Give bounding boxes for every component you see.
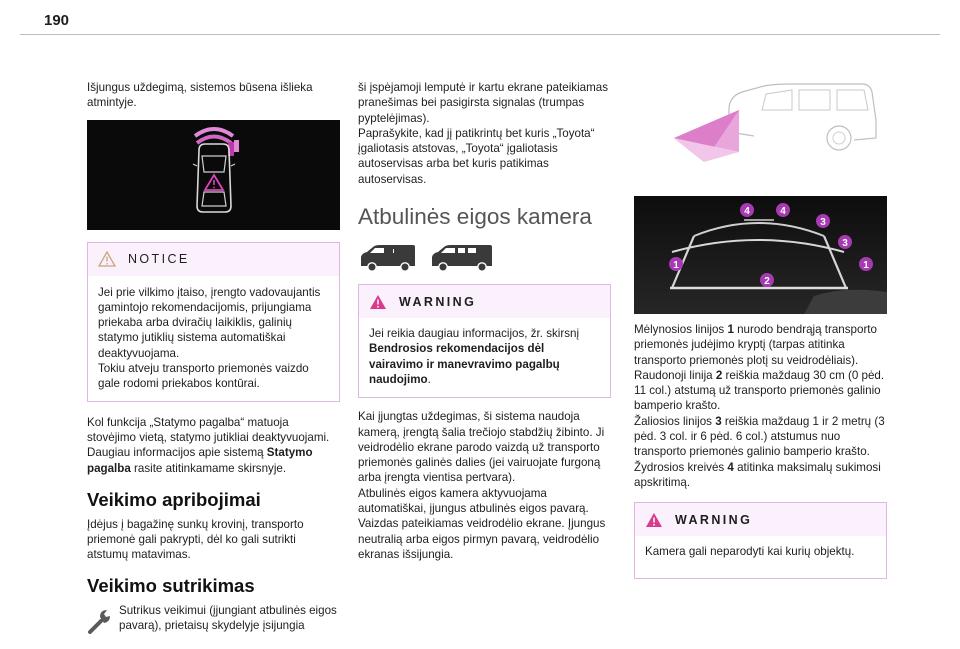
svg-text:4: 4 bbox=[780, 206, 786, 217]
warning-title-camera: WARNING bbox=[675, 512, 753, 527]
svg-text:3: 3 bbox=[820, 217, 826, 228]
svg-text:3: 3 bbox=[842, 238, 848, 249]
notice-body: Jei prie vilkimo įtaiso, įrengto vadovaujantis gamintojo rekomendacijomis, prijungiama priekaba arba dviračių laikiklis, galinių statymo jutiklių sistema automatiškai deaktyvuojama. Tokiu atveju transporto priemonės vaizdo gale rodomi priekabos kontūrai. bbox=[98, 285, 321, 391]
warning-box-camera bbox=[634, 502, 887, 578]
camera-view-figure bbox=[634, 196, 887, 314]
wrench-icon bbox=[87, 607, 114, 635]
warning-header bbox=[359, 285, 610, 318]
marker-1a bbox=[669, 257, 683, 271]
van-icon bbox=[358, 243, 418, 273]
continued-text: ši įspėjamoji lemputė ir kartu ekrane pateikiamas pranešimas bei pasigirsta signalas (trumpas pyptelėjimas). Paprašykite, kad jį patikrintų bet kuris „Toyota“ įgaliotasis atstovas, „Toyota“ įgaliotasis autoservisas arba bet kuris patikimas autoservisas. bbox=[358, 81, 609, 186]
page-number: 190 bbox=[44, 12, 70, 29]
notice-triangle-icon bbox=[98, 251, 116, 267]
svg-text:1: 1 bbox=[863, 260, 869, 271]
line-4-desc: Žydrosios kreivės 4 atitinka maksimalų sukimosi apskritimą. bbox=[634, 460, 881, 489]
marker-3a bbox=[816, 214, 830, 228]
notice-box bbox=[87, 242, 340, 402]
notice-header bbox=[88, 243, 339, 276]
column-3 bbox=[634, 80, 887, 579]
warning-box-reference bbox=[358, 284, 611, 398]
top-rule bbox=[20, 34, 940, 35]
notice-title: NOTICE bbox=[128, 252, 190, 267]
camera-van-illustration bbox=[634, 80, 887, 188]
line-3-desc: Žaliosios linijos 3 reiškia maždaug 1 ir 2 metrų (3 pėd. 3 col. ir 6 pėd. 6 col.) atstumus nuo transporto priemonės galinio bamperio krašto. bbox=[634, 414, 885, 459]
marker-2 bbox=[760, 273, 774, 287]
marker-4a bbox=[740, 203, 754, 217]
svg-text:4: 4 bbox=[744, 206, 750, 217]
warning-triangle-icon bbox=[369, 294, 387, 310]
line-2-desc: Raudonoji linija 2 reiškia maždaug 30 cm (0 pėd. 11 col.) atstumą už transporto priemonės galinio bamperio krašto. bbox=[634, 368, 885, 413]
warning-header-camera bbox=[635, 503, 886, 536]
camera-heading: Atbulinės eigos kamera bbox=[358, 204, 592, 230]
van-long-icon bbox=[429, 243, 495, 273]
parking-sensor-figure bbox=[87, 120, 340, 230]
camera-guide-lines bbox=[634, 196, 887, 314]
guide-line-descriptions bbox=[634, 322, 887, 490]
marker-3b bbox=[838, 235, 852, 249]
faults-heading: Veikimo sutrikimas bbox=[87, 574, 255, 596]
statymo-paragraph: Kol funkcija „Statymo pagalba“ matuoja stovėjimo vietą, statymo jutikliai deaktyvuojami. Daugiau informacijos apie sistemą Statymo pagalba rasite atitinkamame skirsnyje. bbox=[87, 415, 330, 475]
warning-triangle-icon bbox=[645, 512, 663, 528]
marker-4b bbox=[776, 203, 790, 217]
camera-illustration bbox=[634, 80, 887, 188]
car-top-view-illustration bbox=[87, 120, 340, 230]
limits-heading: Veikimo apribojimai bbox=[87, 488, 261, 510]
warning-body-camera: Kamera gali neparodyti kai kurių objektų. bbox=[645, 545, 855, 559]
svg-text:1: 1 bbox=[673, 260, 679, 271]
marker-1b bbox=[859, 257, 873, 271]
warning-body: Jei reikia daugiau informacijos, žr. skirsnį Bendrosios rekomendacijos dėl vairavimo ir manevravimo pagalbų naudojimo. bbox=[369, 327, 580, 386]
svg-text:2: 2 bbox=[764, 276, 770, 287]
warning-title: WARNING bbox=[399, 294, 477, 309]
limits-body: Įdėjus į bagažinę sunkų krovinį, transporto priemonė gali pakrypti, dėl ko gali sutrikti atstumų matavimas. bbox=[87, 517, 304, 562]
line-1-desc: Mėlynosios linijos 1 nurodo bendrąją transporto priemonės judėjimo kryptį (tarpas atitinka transporto priemonės plotį su veidrodėliais). bbox=[634, 323, 877, 367]
vehicle-icons bbox=[358, 243, 611, 273]
faults-body: Sutrikus veikimui (įjungiant atbulinės eigos pavarą), prietaisų skydelyje įsijungia bbox=[119, 603, 337, 633]
column-2 bbox=[358, 80, 611, 562]
camera-body: Kai įjungtas uždegimas, ši sistema naudoja kamerą, įrengtą šalia trečiojo stabdžių žibinto. Ji veidrodėlio ekrane parodo vaizdą už transporto priemonės galinės dalies (jei vairuojate furgoną arba įrengta vientisa pertvara). Atbulinės eigos kamera aktyvuojama automatiškai, įjungus atbulinės eigos pavarą. Vaizdas pateikiamas veidrodėlio ekrane. Įjungus neutralią arba eigos pirmyn pavarą, veidrodėlio ekranas išsijungia. bbox=[358, 410, 606, 561]
intro-text: Išjungus uždegimą, sistemos būsena išlieka atmintyje. bbox=[87, 81, 313, 110]
column-1 bbox=[87, 80, 340, 635]
